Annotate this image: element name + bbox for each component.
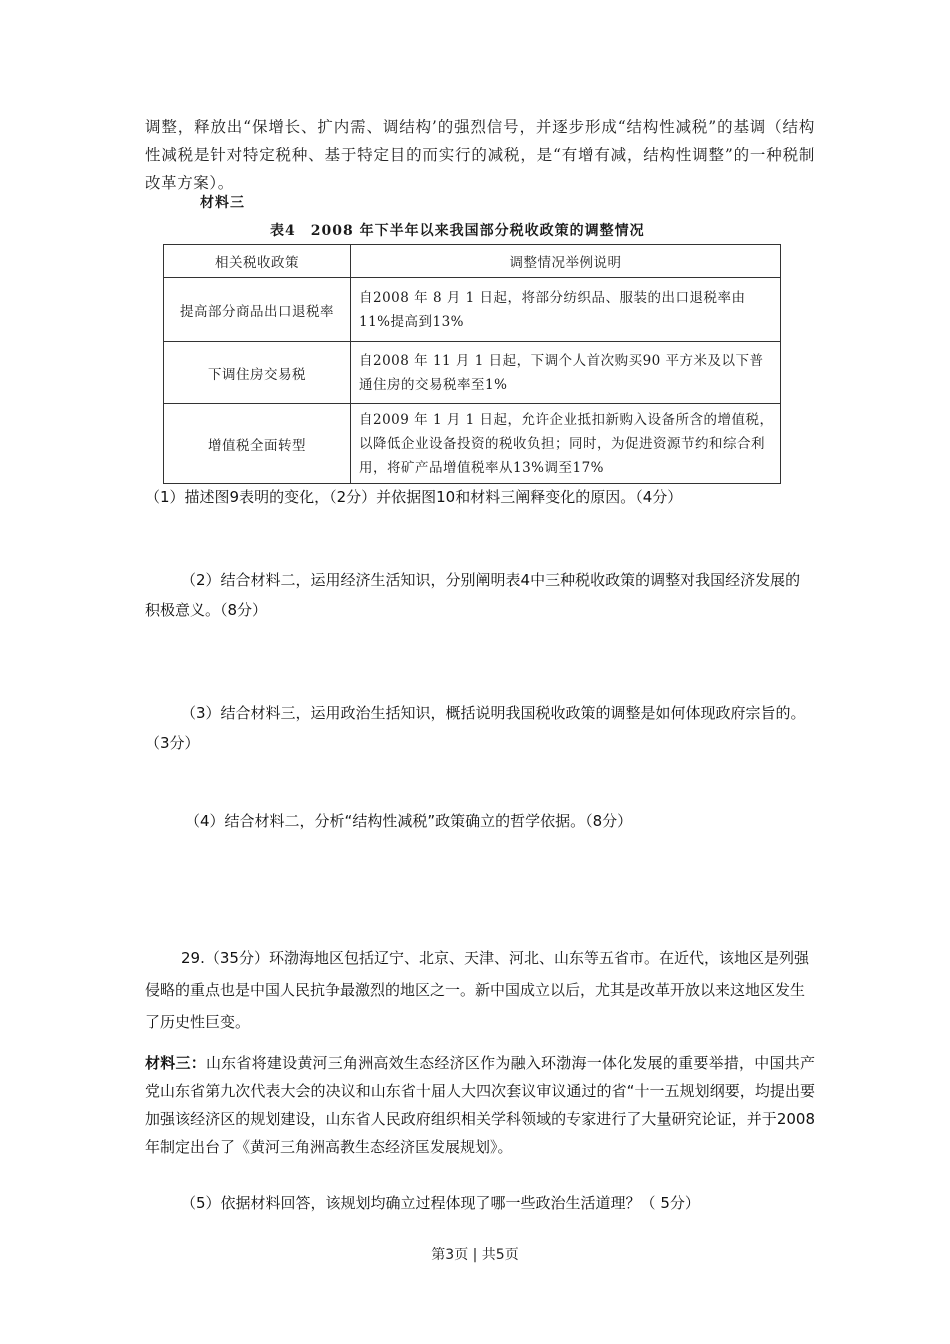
policy-cell: 增值税全面转型 [164, 404, 351, 484]
question-3: （3）结合材料三，运用政治生括知识，概括说明我国税收政策的调整是如何体现政府宗旨的。（3分） [145, 704, 806, 752]
question-5: （5）依据材料回答，该规划均确立过程体现了哪一些政治生活道理？（ 5分） [181, 1194, 700, 1212]
description-cell: 自2009 年 1 月 1 日起，允许企业抵扣新购入设备所含的增值税，以降低企业设备投资的税收负担；同时，为促进资源节约和综合利用，将矿产品增值税率从13%调至17% [351, 404, 781, 484]
material-three-label: 材料三 [200, 195, 245, 211]
table-row [164, 342, 781, 404]
question-29: 29.（35分）环渤海地区包括辽宁、北京、天津、河北、山东等五省市。在近代，该地区是列强侵略的重点也是中国人民抗争最激烈的地区之一。新中国成立以后，尤其是改革开放以来这地区发生了历史性巨变。 [145, 949, 809, 1031]
material-three-b-text: 山东省将建设黄河三角洲高效生态经济区作为融入环渤海一体化发展的重要举措，中国共产党山东省第九次代表大会的决议和山东省十届人大四次套议审议通过的省“十一五规划纲要，均提出要加强该经济区的规划建设，山东省人民政府组织相关学科领域的专家进行了大量研究论证，并于2008年制定出台了《黄河三角洲高教生态经济匡发展规划》。 [145, 1054, 815, 1156]
material-three-paragraph [145, 1049, 815, 1161]
policy-cell: 下调住房交易税 [164, 342, 351, 404]
table-row [164, 404, 781, 484]
question-2: （2）结合材料二，运用经济生活知识，分别阐明表4中三种税收政策的调整对我国经济发展的积极意义。（8分） [145, 571, 801, 619]
policy-cell: 提高部分商品出口退税率 [164, 278, 351, 342]
header-description: 调整情况举例说明 [351, 245, 781, 278]
question-4: （4）结合材料二，分析“结构性减税”政策确立的哲学依据。（8分） [185, 812, 633, 830]
material-three-b-label: 材料三： [145, 1054, 206, 1072]
description-cell: 自2008 年 11 月 1 日起，下调个人首次购买90 平方米及以下普通住房的交易税率至1% [351, 342, 781, 404]
table-row [164, 278, 781, 342]
intro-paragraph: 调整，释放出“保增长、扩内需、调结构’的强烈信号，并逐步形成“结构性减税”的基调（结构性减税是针对特定税种、基于特定目的而实行的减税，是“有增有减，结构性调整”的一种税制改革方案）。 [145, 118, 815, 192]
table-caption: 表4 2008 年下半年以来我国部分税收政策的调整情况 [270, 223, 645, 239]
header-policy: 相关税收政策 [164, 245, 351, 278]
tax-policy-table [163, 244, 781, 484]
question-1: （1）描述图9表明的变化，（2分）并依据图10和材料三阐释变化的原因。（4分） [145, 488, 683, 506]
table-header-row [164, 245, 781, 278]
page-footer: 第3页 | 共5页 [431, 1247, 519, 1263]
description-cell: 自2008 年 8 月 1 日起，将部分纺织品、服装的出口退税率由11%提高到13% [351, 278, 781, 342]
